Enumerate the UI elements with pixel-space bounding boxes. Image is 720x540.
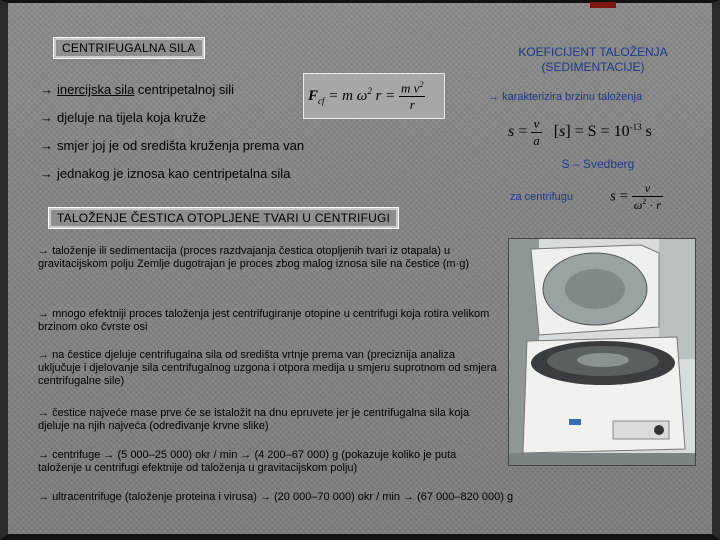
arrow-icon: →: [40, 110, 53, 125]
bullet-smjer: [40, 138, 304, 153]
arrow-icon: →: [40, 82, 53, 97]
bullet-text: smjer joj je od središta kruženja prema van: [57, 138, 305, 153]
arrow-icon: →: [40, 166, 53, 181]
unit-s: s: [645, 123, 652, 141]
arrow-icon: →: [38, 449, 53, 461]
bullet-text: jednakog je iznosa kao centripetalna sila: [57, 166, 291, 181]
para-ultracentrifuge: [38, 491, 638, 504]
para-centrifuge: [38, 449, 493, 475]
title-centrifugalna-sila: CENTRIFUGALNA SILA: [53, 37, 205, 59]
centrifuge-photo: [508, 238, 696, 466]
centrifuge-formula: s = $\frac{v}{\omega^2 \cdot r}$: [610, 181, 661, 212]
bullet-text: djeluje na tijela koja kruže: [57, 110, 206, 125]
title-talozenje-cestica: TALOŽENJE ČESTICA OTOPLJENE TVARI U CENTRIFUGI: [48, 207, 399, 229]
centrifuge-illustration: [509, 239, 696, 466]
para-text: čestice najveće mase prve će se istaložit na dnu epruvete jer je centrifugalna sila koja djeluje na njih najveća (određivanje krvne slike): [38, 407, 470, 432]
para-text: na čestice djeluje centrifugalna sila od središta vrtnje prema van (preciznija analiza uključuje i djelovanje sila centrifugalnog uzgona i otpora medija u smjeru suprotnom od smjera centrifugalne sile): [38, 349, 497, 387]
bullet-underlined: inercijska sila: [57, 82, 135, 97]
para-centrifugalna: [38, 349, 498, 388]
para-centrifugiranje: [38, 308, 498, 334]
bullet-text: karakterizira brzinu taloženja: [502, 91, 643, 103]
top-decoration: [590, 2, 616, 8]
centrifugal-force-formula: $F_{cf} = m$ $\omega^2$ r = $\frac{m v^2}{r}$: [303, 73, 445, 119]
para-text: centrifuge → (5 000–25 000) okr / min → (4 200–67 000) g (pokazuje koliko je puta taloženje u centrifugi efektnije od taloženja u gravitacijskom polju): [38, 449, 457, 474]
centrifuge-label: za centrifugu: [510, 191, 573, 203]
para-text: taloženje ili sedimentacija (proces razdvajanja čestica otopljenih tvari iz otapala) u gravitacijskom polju Zemlje dugotrajan je proces zbog malog iznosa sile na čestice (m·g): [38, 245, 470, 270]
sedimentation-formula: s = $\frac{v}{a}$ $[s] = S = 10^{-13}$ s: [508, 116, 652, 148]
bullet-rest: centripetalnoj sili: [134, 82, 235, 97]
arrow-icon: →: [38, 245, 53, 257]
para-text: ultracentrifuge (taloženje proteina i virusa) → (20 000–70 000) okr / min → (67 000–820 000) g: [52, 491, 514, 503]
exponent: -13: [629, 121, 642, 132]
title-koeficijent: KOEFICIJENT TALOŽENJA: [518, 45, 668, 59]
slide-content: [28, 21, 700, 526]
arrow-icon: →: [38, 308, 53, 320]
subtitle-sedimentacije: (SEDIMENTACIJE): [541, 60, 645, 74]
arrow-icon: →: [38, 491, 53, 503]
arrow-icon: →: [38, 407, 53, 419]
bullet-inercijska: [40, 82, 234, 97]
arrow-icon: →: [488, 91, 503, 103]
svedberg-label: S – Svedberg: [561, 157, 635, 171]
para-cestice: [38, 407, 498, 433]
arrow-icon: →: [38, 349, 53, 361]
bullet-jednakog: [40, 166, 290, 181]
bullet-karakterizira: [488, 91, 642, 103]
bullet-djeluje: [40, 110, 206, 125]
para-talozenje: [38, 245, 498, 271]
para-text: mnogo efektniji proces taloženja jest centrifugiranje otopine u centrifugi koja rotira velikom brzinom oko čvrste osi: [38, 308, 490, 333]
arrow-icon: →: [40, 138, 53, 153]
